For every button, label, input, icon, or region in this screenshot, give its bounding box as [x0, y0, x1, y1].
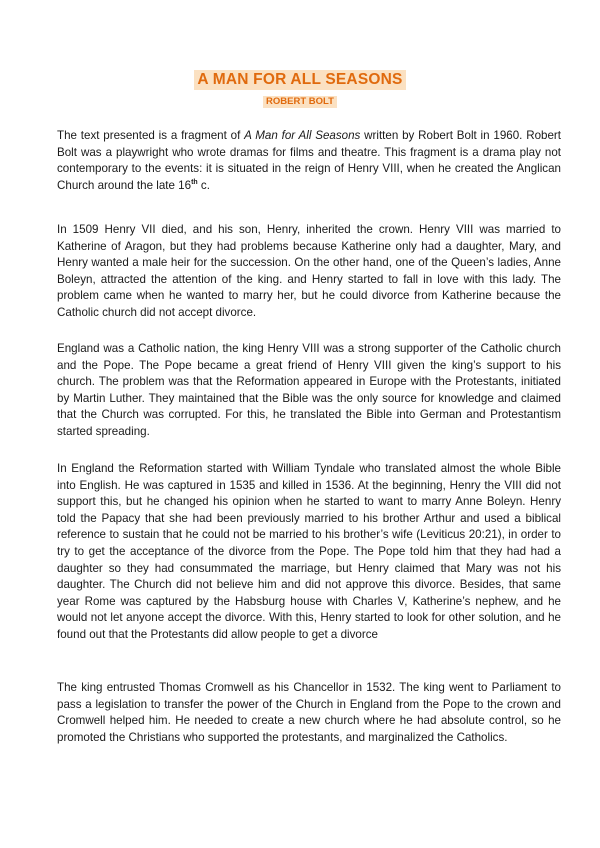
paragraph-intro [57, 128, 561, 194]
paragraph-reformation: England was a Catholic nation, the king Henry VIII was a strong supporter of the Catholic church and the Pope. The Pope became a great friend of Henry VIII given the king’s support to his church. The problem was that the Reformation appeared in Europe with the Protestants, initiated by Martin Luther. They maintained that the Bible was the only source for knowledge and claimed that the Church was corrupted. For this, he translated the Bible into German and Protestantism started spreading. [57, 342, 561, 438]
paragraph-intro-text-a: The text presented is a fragment of [57, 129, 245, 142]
work-title: A Man for All Seasons [244, 129, 361, 142]
paragraph-intro-text-b: written by Robert Bolt in 1960. Robert Bolt was a playwright who wrote dramas for films and theatre. This fragment is a drama play not contemporary to the events: it is situated in the reign of Henry VIII, when he created the Anglican Church around the late 16 [57, 129, 562, 192]
paragraph-henry-succession: In 1509 Henry VII died, and his son, Henry, inherited the crown. Henry VIII was married to Katherine of Aragon, but they had problems because Katherine only had a daughter, Mary, and Henry wanted a male heir for the succession. On the other hand, one of the Queen’s ladies, Anne Boleyn, attracted the attention of the king. and Henry started to fall in love with this lady. The problem came when he wanted to marry her, but he could divorce from Katherine because the Catholic church did not accept divorce. [57, 223, 561, 319]
document-title: A MAN FOR ALL SEASONS [194, 70, 405, 90]
paragraph-intro-text-c: c. [197, 178, 210, 192]
paragraph-england-reformation: In England the Reformation started with William Tyndale who translated almost the whole Bible into English. He was captured in 1535 and killed in 1536. At the beginning, Henry the VIII did not support this, but he changed his opinion when he started to want to marry Anne Boleyn. Henry told the Papacy that she had been previously married to his brother Arthur and used a biblical reference to sustain that he could not be married to his brother’s wife (Leviticus 20:21), in order to try to get the acceptance of the divorce from the Pope. The Pope told him that they had had a daughter so they had consummated the marriage, but Henry claimed that Mary was not his daughter. The Church did not believe him and did not approve this divorce. Besides, that same year Rome was captured by the Habsburg house with Charles V, Katherine’s nephew, and he would not let anyone accept the divorce. With this, Henry started to look for other solution, and he found out that the Protestants did allow people to get a divorce [57, 462, 561, 641]
ordinal-suffix: th [191, 178, 198, 186]
document-author: ROBERT BOLT [263, 96, 337, 108]
subtitle-block [0, 91, 600, 109]
title-block [0, 70, 600, 90]
paragraph-cromwell: The king entrusted Thomas Cromwell as his Chancellor in 1532. The king went to Parliament to pass a legislation to transfer the power of the Church in England from the Pope to the crown and Cromwell helped him. He needed to create a new church where he had absolute control, so he promoted the Christians who supported the protestants, and marginalized the Catholics. [57, 681, 561, 744]
